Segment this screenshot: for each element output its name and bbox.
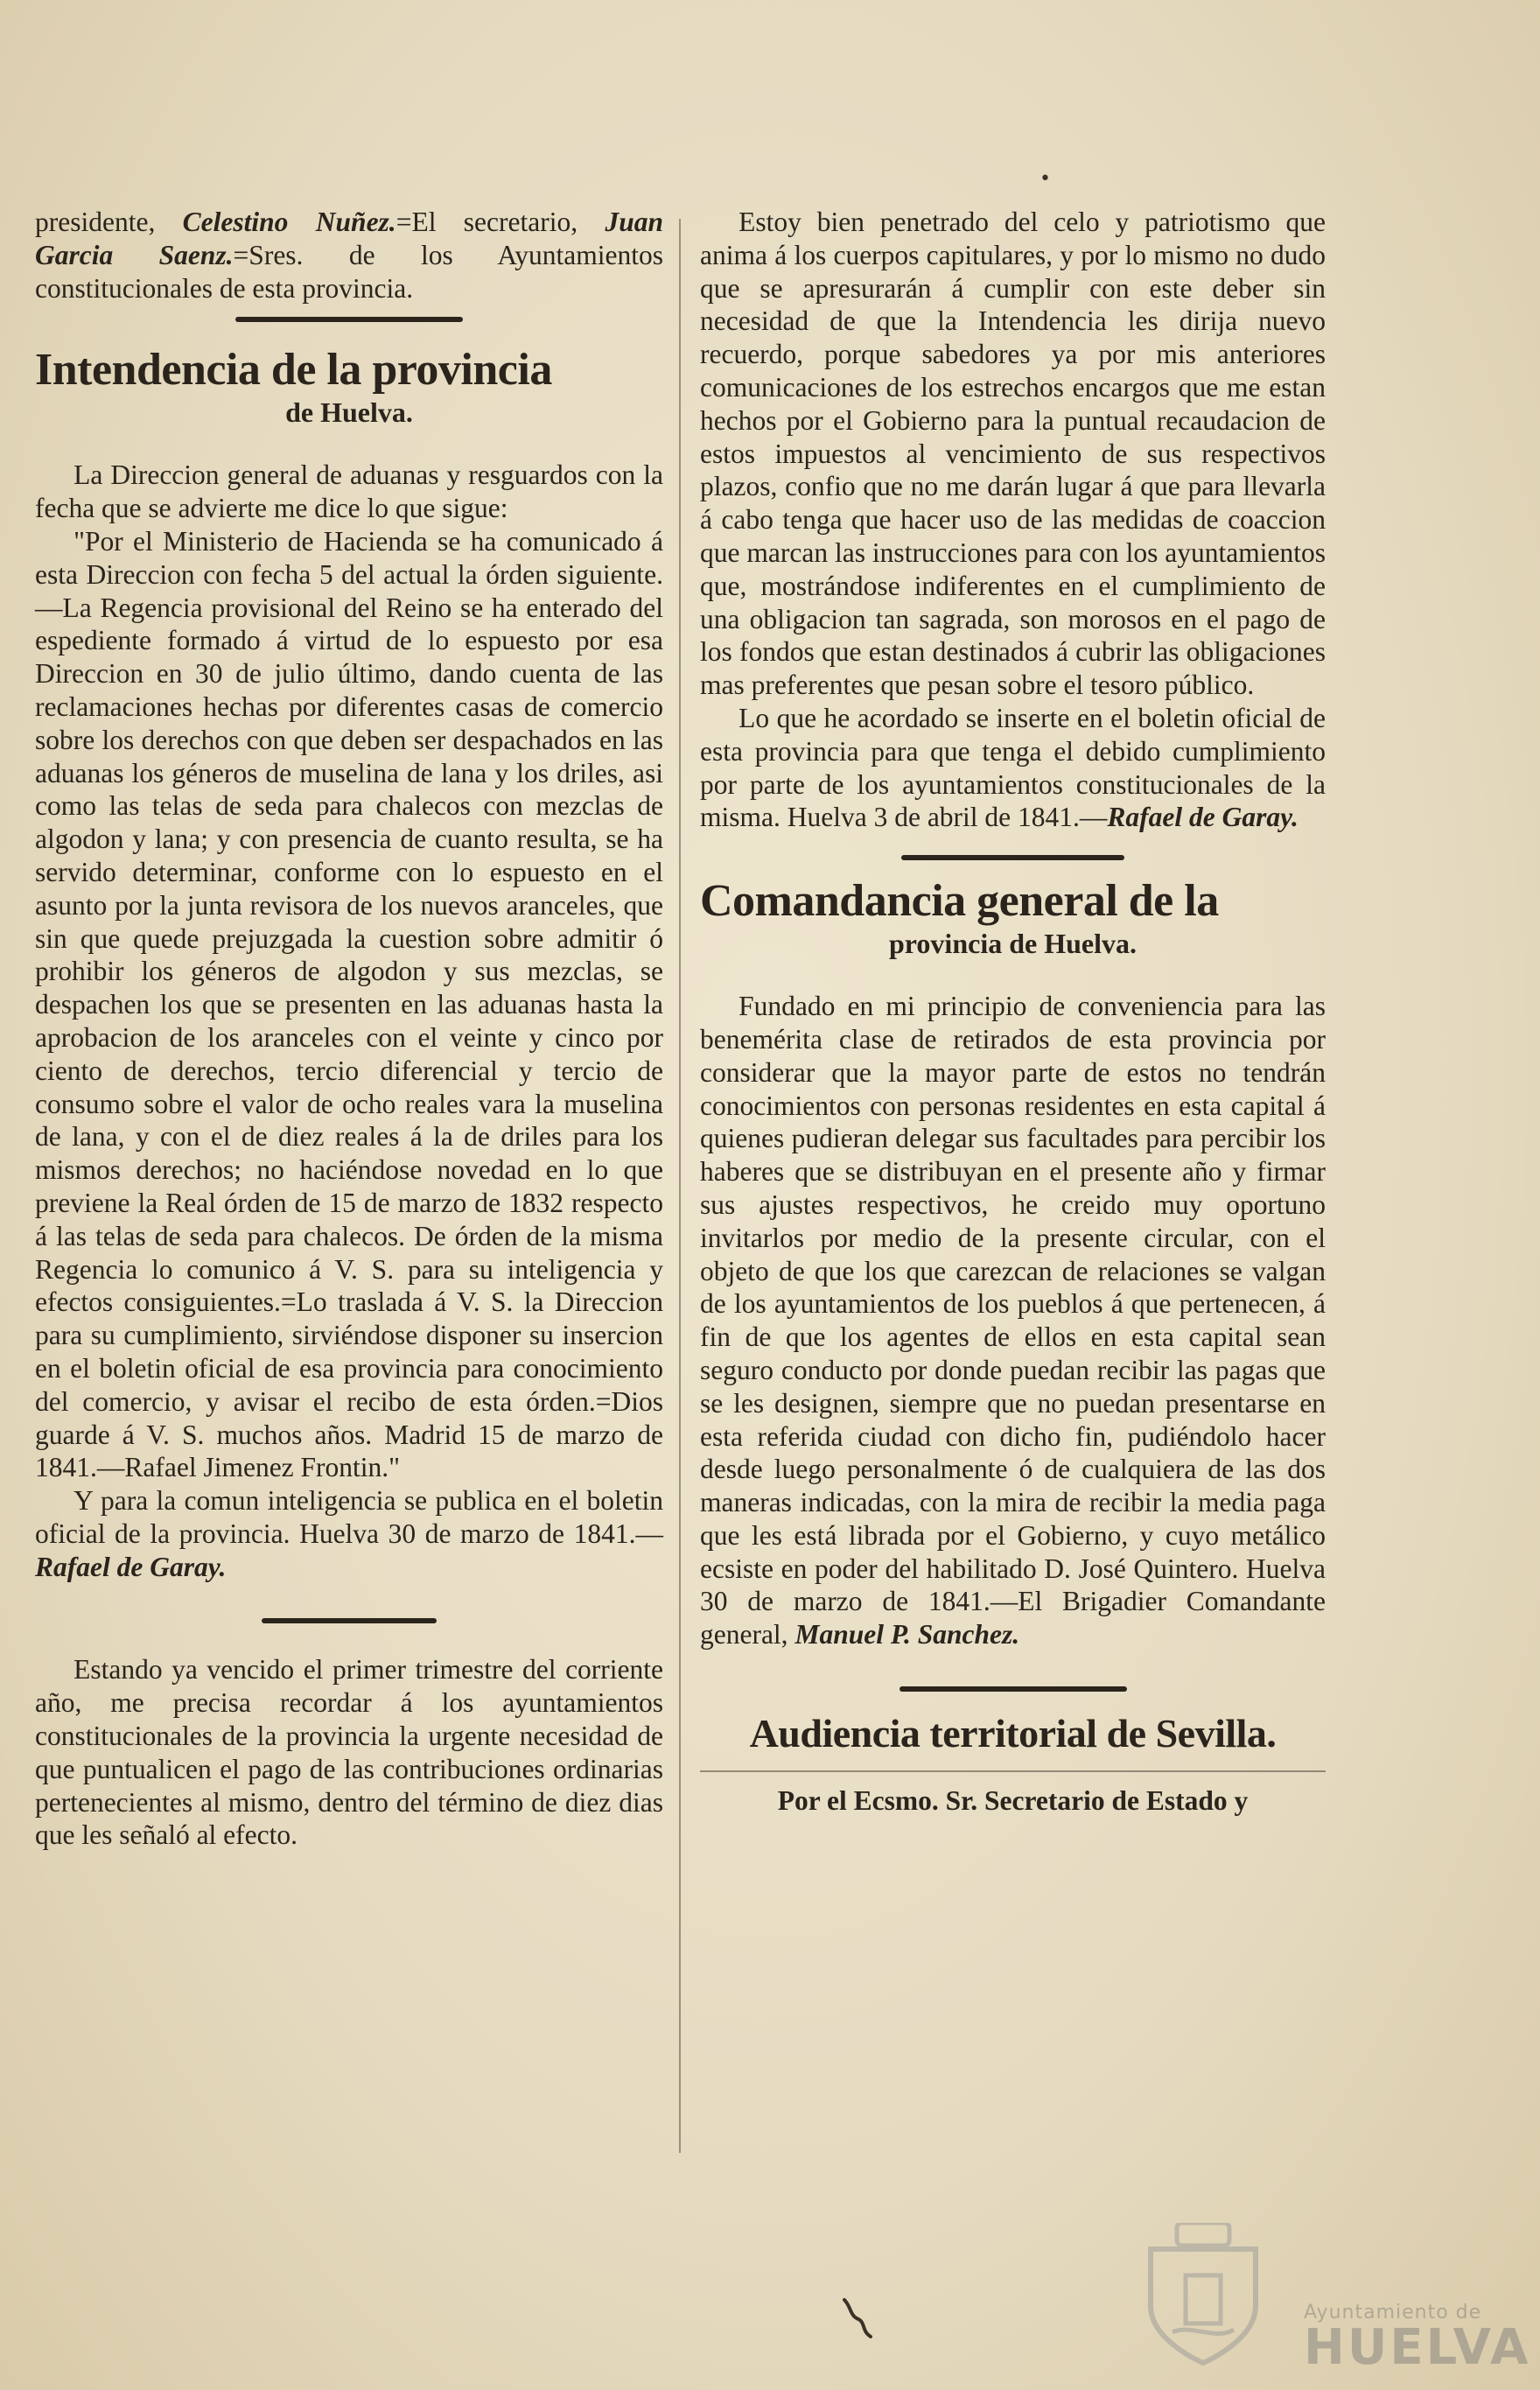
signature-name: Rafael de Garay. [1107, 802, 1298, 833]
watermark-caption: Ayuntamiento de [1304, 2302, 1482, 2323]
section-title-audiencia: Audiencia territorial de Sevilla. [749, 1711, 1277, 1756]
page-mark: • [1040, 168, 1051, 190]
archive-watermark [1304, 2302, 1531, 2376]
article-paragraph: Estando ya vencido el primer trimestre del corriente año, me precisa recordar á los ayuntamientos constitucionales de la provincia la urgente necesidad de que puntualicen el pago de las contribuciones ordinarias pertenecientes al mismo, dentro del término de diez dias que les señaló al efecto. [35, 1654, 663, 1851]
signature-name: Rafael de Garay. [35, 1551, 227, 1582]
section-rule [235, 317, 463, 322]
article-paragraph: Fundado en mi principio de conveniencia para las benemérita clase de retirados de esta provincia por considerar que la mayor parte de estos no tendrán conocimientos con personas residentes en esta capital á quienes pudieran delegar sus facultades para percibir los haberes que se distribuyan en el presente año y firmar sus ajustes respectivos, he creido muy oportuno invitarlos por medio de la presente circular, con el objeto de que los que carezcan de relaciones se valgan de los ayuntamientos de los pueblos á que pertenecen, á fin de que los agentes de ellos en esta capital sean seguro conducto por donde puedan recibir las pagas que se les designen, siempre que no puedan presentarse en esta referida ciudad con dicho fin, pudiéndolo hacer desde luego personalmente ó de cualquiera de las dos maneras indicadas, con la mira de recibir la media paga que les está librada por el Gobierno, y cuyo metálico ecsiste en poder del habilitado D. José Quintero. Huelva 30 de marzo de 1841.—El Brigadier Comandante general, Manuel P. Sanchez. [700, 991, 1326, 1651]
signature-name: Juan Garcia Saenz. [35, 207, 663, 270]
coat-of-arms-icon [1138, 2223, 1269, 2372]
section-subtitle: provincia de Huelva. [889, 928, 1137, 960]
article-paragraph: "Por el Ministerio de Hacienda se ha comunicado á esta Direccion con fecha 5 del actual la órden siguiente.—La Regencia provisional del Reino se ha enterado del espediente formado á virtud de lo espuesto por esa Direccion en 30 de julio último, dando cuenta de las reclamaciones hechas por diferentes casas de comercio sobre los derechos con que deben ser despachados en las aduanas los géneros de muselina de lana y los driles, asi como las telas de seda para chalecos con mezclas de algodon y lana; y con presencia de cuanto resulta, se ha servido determinar, conforme con lo espuesto en el asunto por la junta revisora de los nuevos aranceles, que sin que quede prejuzgada la cuestion sobre admitir ó prohibir los géneros de algodon y sus mezclas, se despachen los que se presenten en las aduanas hasta la aprobacion de los aranceles con el veinte y cinco por ciento de derechos, tercio diferencial y tercio de consumo sobre el valor de ocho reales vara la muselina de lana, y con el de diez reales á la de driles para los mismos derechos; no haciéndose novedad en lo que previene la Real órden de 15 de marzo de 1832 respecto á las telas de seda para chalecos. De órden de la misma Regencia lo comunico á V. S. para su inteligencia y efectos consiguientes.=Lo traslada á V. S. la Direccion para su cumplimiento, sirviéndose disponer su insercion en el boletin oficial de esa provincia para conocimiento del comercio, y avisar el recibo de esta órden.=Dios guarde á V. S. muchos años. Madrid 15 de marzo de 1841.—Rafael Jimenez Frontin." [35, 525, 663, 1483]
ink-stain-icon [836, 2293, 888, 2345]
section-underline [700, 1770, 1326, 1772]
right-column [700, 206, 1326, 1818]
watermark-title: HUELVA [1304, 2319, 1531, 2376]
section-rule [901, 855, 1124, 860]
section-rule [900, 1686, 1127, 1692]
signature-name: Celestino Nuñez. [182, 207, 396, 237]
article-paragraph: Lo que he acordado se inserte en el boletin oficial de esta provincia para que tenga el debido cumplimiento por parte de los ayuntamientos constitucionales de la misma. Huelva 3 de abril de 1841.—Rafael de Garay. [700, 702, 1326, 833]
article-paragraph: La Direccion general de aduanas y resguardos con la fecha que se advierte me dice lo que sigue: [35, 459, 663, 524]
section-rule [262, 1618, 437, 1623]
intro-paragraph: presidente, Celestino Nuñez.=El secretario, Juan Garcia Saenz.=Sres. de los Ayuntamientos constitucionales de esta provincia. [35, 207, 663, 304]
column-divider [679, 219, 681, 2153]
signature-name: Manuel P. Sanchez. [794, 1619, 1020, 1651]
section-title-intendencia: Intendencia de la provincia [35, 345, 552, 396]
section-title-comandancia: Comandancia general de la [700, 876, 1219, 927]
article-paragraph: Estoy bien penetrado del celo y patriotismo que anima á los cuerpos capitulares, y por lo mismo no dudo que se apresurarán á cumplir con este deber sin necesidad de que la Intendencia les dirija nuevo recuerdo, porque sabedores ya por mis anteriores comunicaciones de los estrechos encargos que me estan hechos por el Gobierno para la puntual recaudacion de estos impuestos al vencimiento de sus respectivos plazos, confio que no me darán lugar á que para llevarla á cabo tenga que hacer uso de las medidas de coaccion que marcan las instrucciones para con los ayuntamientos que, mostrándose indiferentes en el cumplimiento de una obligacion tan sagrada, son morosos en el pago de los fondos que estan destinados á cubrir las obligaciones mas preferentes que pesan sobre el tesoro público. [700, 207, 1326, 701]
section-subtitle: de Huelva. [285, 396, 413, 429]
left-column [35, 206, 663, 1852]
article-paragraph: Y para la comun inteligencia se publica en el boletin oficial de la provincia. Huelva 30 de marzo de 1841.—Rafael de Garay. [35, 1485, 663, 1582]
article-paragraph: Por el Ecsmo. Sr. Secretario de Estado y [777, 1785, 1249, 1817]
